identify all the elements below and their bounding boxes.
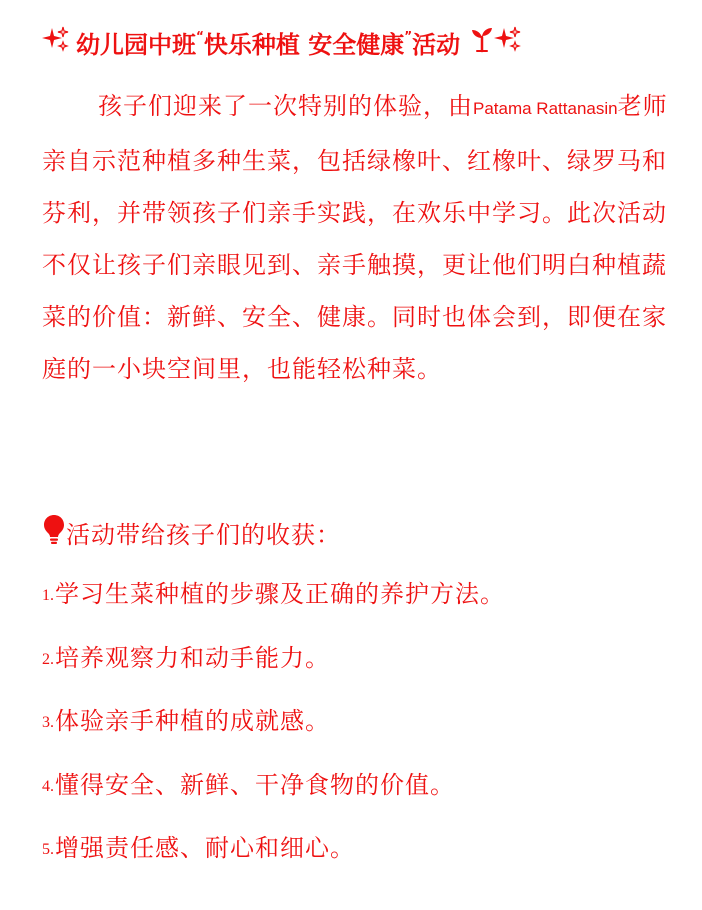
- intro-text-before-name: 孩子们迎来了一次特别的体验，由: [98, 92, 473, 120]
- list-item: [42, 639, 505, 703]
- page-title: [42, 22, 522, 62]
- title-part-2: 快乐种植 安全健康: [203, 30, 405, 59]
- list-item: [42, 702, 505, 766]
- title-part-1: 幼儿园中班: [76, 30, 196, 59]
- list-item-number: 3.: [42, 714, 54, 731]
- list-item-number: 4.: [42, 777, 54, 795]
- list-item-number: 2.: [42, 650, 54, 668]
- gains-heading-text: 活动带给孩子们的收获：: [66, 520, 341, 549]
- title-open-quote: “: [196, 29, 204, 43]
- title-part-3: 活动: [412, 30, 461, 59]
- teacher-name: Patama Rattanasin: [473, 99, 618, 118]
- list-item-number: 1.: [42, 587, 54, 604]
- intro-paragraph: [42, 80, 682, 395]
- lightbulb-icon: [42, 513, 66, 551]
- gains-heading: [42, 512, 341, 552]
- gains-list: [42, 575, 505, 893]
- list-item-text: 增强责任感、耐心和细心。: [55, 834, 355, 862]
- list-item: [42, 575, 505, 639]
- intro-text-after-name: 老师亲自示范种植多种生菜，包括绿橡叶、红橡叶、绿罗马和芬利，并带领孩子们亲手实践，在欢乐中学习。此次活动不仅让孩子们亲眼见到、亲手触摸，更让他们明白种植蔬菜的价值：新鲜、安全、健康。同时也体会到，即便在家庭的一小块空间里，也能轻松种菜。: [42, 92, 668, 383]
- list-item-text: 懂得安全、新鲜、干净食物的价值。: [55, 770, 455, 799]
- list-item-number: 5.: [42, 841, 54, 858]
- list-item-text: 体验亲手种植的成就感。: [55, 707, 330, 735]
- seedling-icon: [470, 25, 494, 59]
- sparkles-icon: [42, 25, 70, 59]
- list-item-text: 培养观察力和动手能力。: [55, 643, 330, 672]
- title-close-quote: ”: [404, 29, 413, 43]
- sparkles-icon: [494, 25, 522, 59]
- list-item: [42, 766, 505, 830]
- list-item: [42, 829, 505, 893]
- list-item-text: 学习生菜种植的步骤及正确的养护方法。: [55, 580, 505, 608]
